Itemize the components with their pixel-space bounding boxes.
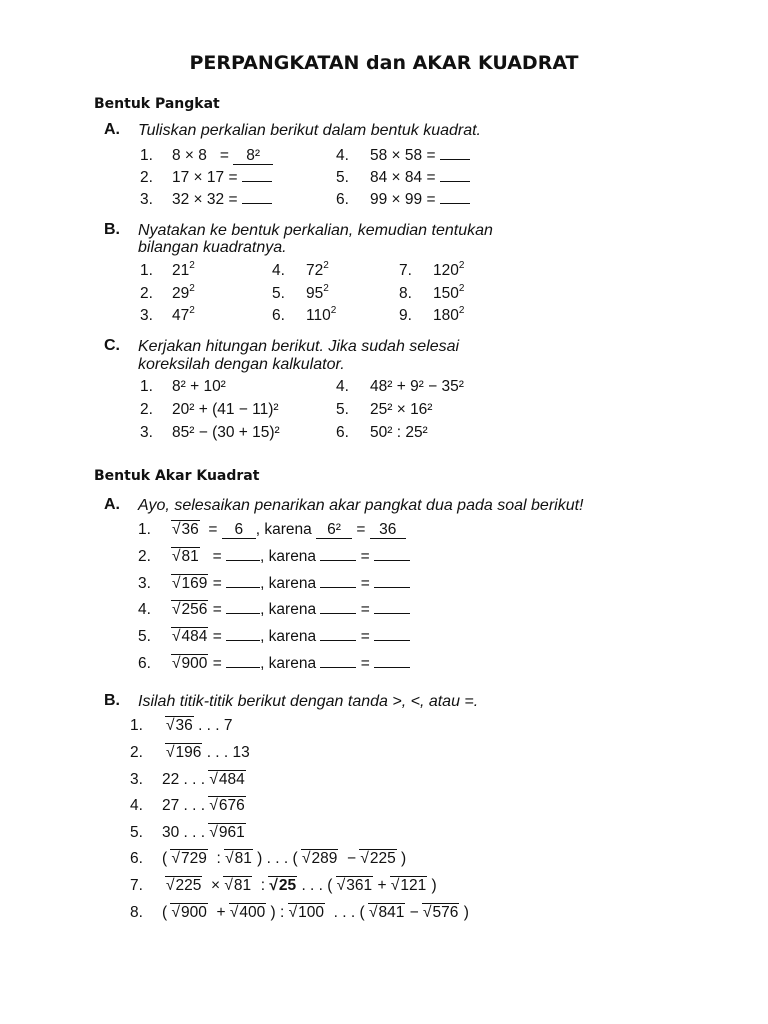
- item-number: 1.: [130, 717, 143, 734]
- section-letter: A.: [104, 121, 120, 138]
- instruction: Tuliskan perkalian berikut dalam bentuk kuadrat.: [138, 122, 481, 139]
- answer-blank[interactable]: [320, 613, 356, 614]
- answer-blank[interactable]: [226, 667, 260, 668]
- item-number: 5.: [130, 824, 143, 841]
- exercise-item: √ 169 = , karena =: [172, 574, 410, 594]
- exercise-item: $47^2$: [172, 305, 195, 324]
- exercise-item: $21^2$: [172, 260, 195, 279]
- section-heading-akar: Bentuk Akar Kuadrat: [94, 468, 260, 484]
- instruction-continued: koreksilah dengan kalkulator.: [138, 356, 345, 373]
- item-number: 3.: [138, 575, 151, 592]
- item-number: 1.: [140, 262, 153, 279]
- item-number: 6.: [272, 307, 285, 324]
- exercise-item: 85² − (30 + 15)²: [172, 424, 280, 441]
- item-number: 5.: [336, 401, 349, 418]
- item-number: 1.: [138, 521, 151, 538]
- section-letter: C.: [104, 337, 120, 354]
- answer-blank[interactable]: [320, 667, 356, 668]
- answer-blank[interactable]: [374, 560, 410, 561]
- exercise-item: $95^2$: [306, 283, 329, 302]
- exercise-item: 25² × 16²: [370, 401, 433, 418]
- item-number: 6.: [336, 191, 349, 208]
- answer-blank[interactable]: 8²: [233, 148, 273, 165]
- exercise-item: √ 36 = 6 , karena 6² = 36: [172, 520, 406, 540]
- item-number: 9.: [399, 307, 412, 324]
- exercise-item: √ 225 × √ 81 : √ 25 . . . ( √ 361 + √ 121 ): [166, 876, 437, 896]
- item-number: 2.: [140, 285, 153, 302]
- item-number: 3.: [140, 191, 153, 208]
- item-number: 6.: [138, 655, 151, 672]
- exercise-item: 84 × 84 =: [370, 168, 470, 188]
- exercise-item: 27 . . . √ 676: [162, 796, 246, 816]
- item-number: 5.: [336, 169, 349, 186]
- exercise-item: ( √ 729 : √ 81 ) . . . ( √ 289 − √ 225 ): [162, 849, 406, 869]
- answer-blank[interactable]: [440, 181, 470, 182]
- section-letter: B.: [104, 221, 120, 238]
- answer-blank[interactable]: [242, 181, 272, 182]
- exercise-item: 30 . . . √ 961: [162, 823, 246, 843]
- answer-blank[interactable]: [374, 667, 410, 668]
- exercise-item: 20² + (41 − 11)²: [172, 401, 279, 418]
- instruction-continued: bilangan kuadratnya.: [138, 239, 287, 256]
- answer-blank[interactable]: [374, 613, 410, 614]
- page-title: PERPANGKATAN dan AKAR KUADRAT: [189, 52, 579, 74]
- answer-blank[interactable]: [320, 560, 356, 561]
- exercise-item: $180^2$: [433, 305, 465, 324]
- exercise-item: 22 . . . √ 484: [162, 770, 246, 790]
- exercise-item: √ 900 = , karena =: [172, 654, 410, 674]
- item-number: 4.: [138, 601, 151, 618]
- exercise-item: 32 × 32 =: [172, 190, 272, 210]
- item-number: 4.: [336, 147, 349, 164]
- item-number: 5.: [138, 628, 151, 645]
- answer-blank[interactable]: [226, 613, 260, 614]
- item-number: 3.: [130, 771, 143, 788]
- item-number: 4.: [272, 262, 285, 279]
- section-heading-pangkat: Bentuk Pangkat: [94, 96, 220, 112]
- exercise-item: $120^2$: [433, 260, 465, 279]
- answer-blank[interactable]: [374, 640, 410, 641]
- item-number: 8.: [130, 904, 143, 921]
- item-number: 2.: [138, 548, 151, 565]
- item-number: 1.: [140, 378, 153, 395]
- answer-blank[interactable]: [226, 587, 260, 588]
- answer-blank[interactable]: [226, 640, 260, 641]
- exercise-item: √ 196 . . . 13: [166, 743, 250, 763]
- exercise-item: 8 × 8 = 8²: [172, 146, 273, 166]
- answer-blank[interactable]: [440, 203, 470, 204]
- exercise-item: $110^2$: [306, 305, 337, 324]
- instruction: Ayo, selesaikan penarikan akar pangkat dua pada soal berikut!: [138, 497, 584, 514]
- item-number: 3.: [140, 307, 153, 324]
- exercise-item: √ 36 . . . 7: [166, 716, 233, 736]
- exercise-item: 17 × 17 =: [172, 168, 272, 188]
- exercise-item: 48² + 9² − 35²: [370, 378, 464, 395]
- answer-blank[interactable]: [320, 640, 356, 641]
- item-number: 4.: [130, 797, 143, 814]
- instruction: Kerjakan hitungan berikut. Jika sudah selesai: [138, 338, 460, 355]
- exercise-item: 50² : 25²: [370, 424, 428, 441]
- exercise-item: 99 × 99 =: [370, 190, 470, 210]
- item-number: 7.: [399, 262, 412, 279]
- instruction: Nyatakan ke bentuk perkalian, kemudian tentukan: [138, 222, 493, 239]
- exercise-item: ( √ 900 + √ 400 ) : √ 100 . . . ( √ 841 − √ 576 ): [162, 903, 469, 923]
- item-number: 2.: [130, 744, 143, 761]
- answer-blank[interactable]: [320, 587, 356, 588]
- exercise-item: 58 × 58 =: [370, 146, 470, 166]
- item-number: 2.: [140, 401, 153, 418]
- exercise-item: $29^2$: [172, 283, 195, 302]
- item-number: 2.: [140, 169, 153, 186]
- item-number: 6.: [130, 850, 143, 867]
- answer-blank[interactable]: [226, 560, 260, 561]
- answer-blank[interactable]: 36: [370, 522, 406, 539]
- instruction: Isilah titik-titik berikut dengan tanda >, <, atau =.: [138, 693, 479, 710]
- section-letter: B.: [104, 692, 120, 709]
- exercise-item: $72^2$: [306, 260, 329, 279]
- item-number: 5.: [272, 285, 285, 302]
- answer-blank[interactable]: 6²: [316, 522, 352, 539]
- exercise-item: 8² + 10²: [172, 378, 226, 395]
- exercise-item: √ 256 = , karena =: [172, 600, 410, 620]
- answer-blank[interactable]: [440, 159, 470, 160]
- exercise-item: √ 81 = , karena =: [172, 547, 410, 567]
- item-number: 6.: [336, 424, 349, 441]
- section-letter: A.: [104, 496, 120, 513]
- item-number: 1.: [140, 147, 153, 164]
- answer-blank[interactable]: 6: [222, 522, 256, 539]
- item-number: 8.: [399, 285, 412, 302]
- exercise-item: √ 484 = , karena =: [172, 627, 410, 647]
- answer-blank[interactable]: [242, 203, 272, 204]
- item-number: 7.: [130, 877, 143, 894]
- exercise-item: $150^2$: [433, 283, 465, 302]
- answer-blank[interactable]: [374, 587, 410, 588]
- item-number: 3.: [140, 424, 153, 441]
- item-number: 4.: [336, 378, 349, 395]
